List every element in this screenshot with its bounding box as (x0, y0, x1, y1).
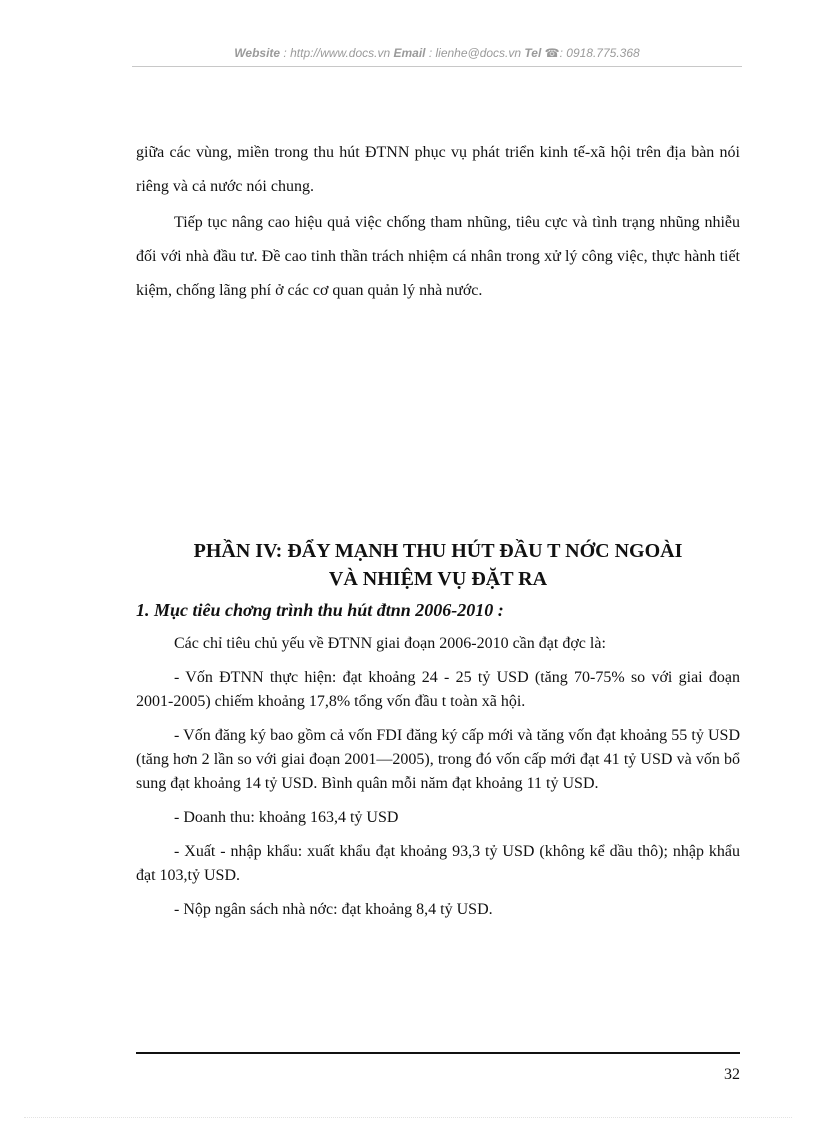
target-item-realized-capital: - Vốn ĐTNN thực hiện: đạt khoảng 24 - 25 tỷ USD (tăng 70-75% so với giai đoạn 2001-2005) chiếm khoảng 17,8% tổng vốn đầu t toàn xã hội. (136, 669, 740, 710)
website-value: : http://www.docs.vn (280, 46, 394, 60)
target-item-revenue: - Doanh thu: khoảng 163,4 tỷ USD (174, 809, 399, 826)
email-value: : lienhe@docs.vn (425, 46, 525, 60)
section-heading (136, 537, 740, 593)
header-divider (132, 66, 742, 67)
paragraph-regional-investment: giữa các vùng, miền trong thu hút ĐTNN phục vụ phát triển kinh tế-xã hội trên địa bàn nói riêng và cả nước nói chung. (136, 144, 740, 195)
phone-icon: ☎ (544, 46, 560, 60)
tel-label: Tel (524, 46, 542, 60)
section-heading-line-2: VÀ NHIỆM VỤ ĐẶT RA (328, 568, 548, 590)
footer-divider (136, 1052, 740, 1054)
target-item-export-import: - Xuất - nhập khẩu: xuất khẩu đạt khoảng 93,3 tỷ USD (không kể dầu thô); nhập khẩu đạt 103,tỷ USD. (136, 843, 740, 884)
subsection-heading: 1. Mục tiêu chơng trình thu hút đtnn 2006-2010 : (136, 600, 504, 620)
section-heading-line-1: PHẦN IV: ĐẨY MẠNH THU HÚT ĐẦU T NỚC NGOÀI (193, 540, 683, 562)
targets-intro: Các chỉ tiêu chủ yếu về ĐTNN giai đoạn 2006-2010 cần đạt đợc là: (174, 635, 606, 652)
page-number: 32 (724, 1066, 740, 1083)
bottom-dotted-line (24, 1117, 792, 1118)
tel-value: : 0918.775.368 (559, 46, 640, 60)
page-header (132, 46, 742, 60)
email-label: Email (393, 46, 426, 60)
paragraph-anti-corruption: Tiếp tục nâng cao hiệu quả việc chống tham nhũng, tiêu cực và tình trạng nhũng nhiễu đối với nhà đầu tư. Đề cao tinh thần trách nhiệm cá nhân trong xử lý công việc, thực hành tiết kiệm, chống lãng phí ở các cơ quan quản lý nhà nước. (136, 214, 740, 299)
website-label: Website (234, 46, 281, 60)
target-item-registered-capital: - Vốn đăng ký bao gồm cả vốn FDI đăng ký cấp mới và tăng vốn đạt khoảng 55 tỷ USD (tăng hơn 2 lần so với giai đoạn 2001—2005), trong đó vốn cấp mới đạt 41 tỷ USD và vốn bổ sung đạt khoảng 14 tỷ USD. Bình quân mỗi năm đạt khoảng 11 tỷ USD. (136, 727, 740, 792)
targets-section (136, 632, 740, 932)
target-item-budget: - Nộp ngân sách nhà nớc: đạt khoảng 8,4 tỷ USD. (174, 901, 493, 918)
